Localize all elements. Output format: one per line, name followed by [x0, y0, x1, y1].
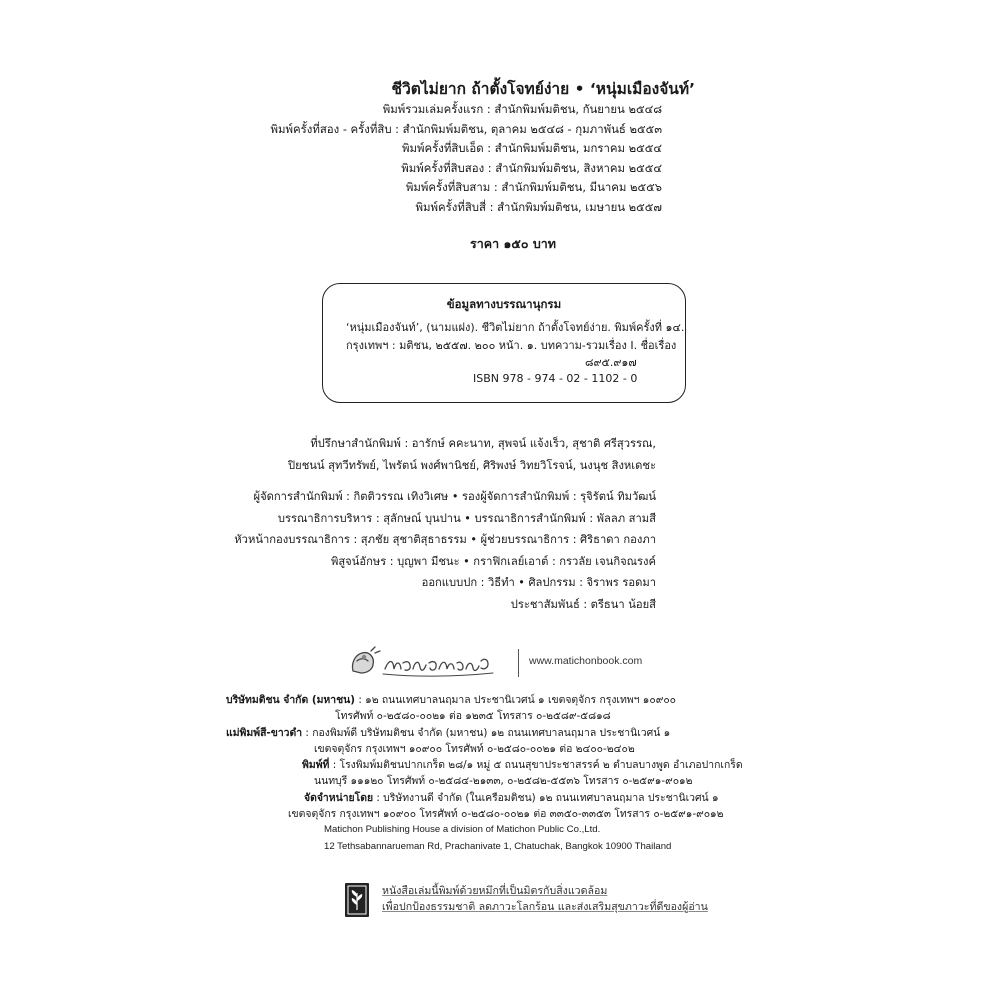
publisher-company-row — [226, 692, 706, 708]
eco-notice-line: เพื่อปกป้องธรรมชาติ ลดภาวะโลกร้อน และส่งเสริมสุขภาวะที่ดีของผู้อ่าน — [382, 900, 708, 913]
logo-divider — [518, 649, 519, 677]
plate-maker-address: : กองพิมพ์ดี บริษัทมติชน จำกัด (มหาชน) ๑๒ ถนนเทศบาลนฤมาล ประชานิเวศน์ ๑ — [302, 726, 671, 739]
edition-label: พิมพ์ครั้งที่สอง - ครั้งที่สิบ : — [270, 121, 400, 136]
eco-ink-notice — [345, 883, 708, 933]
edition-row — [242, 120, 662, 140]
publisher-company-contact: โทรศัพท์ ๐-๒๕๘๐-๐๐๒๑ ต่อ ๑๒๓๕ โทรสาร ๐-๒๕๘๙-๕๘๑๘ — [335, 710, 611, 723]
cataloging-box — [322, 283, 686, 403]
publisher-english-address: 12 Tethsabannarueman Rd, Prachanivate 1, Chatuchak, Bangkok 10900 Thailand — [324, 840, 672, 852]
staff-line: หัวหน้ากองบรรณาธิการ : สุภชัย สุชาติสุธาธรรม • ผู้ช่วยบรรณาธิการ : ศิริธาดา กองภา — [234, 533, 656, 546]
staff-block — [210, 486, 656, 615]
distributor-contact: เขตจตุจักร กรุงเทพฯ ๑๐๙๐๐ โทรศัพท์ ๐-๒๕๘๐-๐๐๒๑ ต่อ ๓๓๕๐-๓๓๕๓ โทรสาร ๐-๒๕๙๑-๙๐๑๒ — [288, 808, 724, 821]
edition-value: สำนักพิมพ์มติชน, มีนาคม ๒๕๕๖ — [501, 180, 662, 195]
distributor-address: : บริษัทงานดี จำกัด (ในเครือมติชน) ๑๒ ถนนเทศบาลนฤมาล ประชานิเวศน์ ๑ — [373, 791, 719, 804]
website-url[interactable]: www.matichonbook.com — [529, 655, 643, 667]
isbn: ISBN 978 - 974 - 02 - 1102 - 0 — [473, 372, 638, 385]
staff-line: ผู้จัดการสำนักพิมพ์ : กิตติวรรณ เทิงวิเศษ • รองผู้จัดการสำนักพิมพ์ : รุจิรัตน์ ทิมวัฒน์ — [253, 490, 656, 503]
cataloging-title: ข้อมูลทางบรรณานุกรม — [446, 297, 562, 311]
edition-value: สำนักพิมพ์มติชน, สิงหาคม ๒๕๕๔ — [495, 160, 662, 175]
distributor-label: จัดจำหน่ายโดย — [304, 791, 374, 804]
printer-label: พิมพ์ที่ — [302, 759, 330, 772]
publisher-company-address: : ๑๒ ถนนเทศบาลนฤมาล ประชานิเวศน์ ๑ เขตจตุจักร กรุงเทพฯ ๑๐๙๐๐ — [355, 694, 677, 706]
staff-line: บรรณาธิการบริหาร : สุลักษณ์ บุนปาน • บรรณาธิการสำนักพิมพ์ : พัลลภ สามสี — [277, 511, 656, 525]
edition-row — [242, 178, 662, 198]
cataloging-line: กรุงเทพฯ : มติชน, ๒๕๕๗. ๒๐๐ หน้า. ๑. บทความ-รวมเรื่อง I. ชื่อเรื่อง — [346, 339, 677, 352]
edition-label: พิมพ์ครั้งที่สิบสี่ : — [415, 199, 494, 214]
edition-label: พิมพ์ครั้งที่สิบสอง : — [401, 160, 492, 175]
edition-value: สำนักพิมพ์มติชน, เมษายน ๒๕๕๗ — [497, 199, 662, 214]
advisors-line: ปิยชนน์ สุทวีทรัพย์, ไพรัตน์ พงศ์พานิชย์, ศิริพงษ์ วิทยวิโรจน์, นงนุช สิงหเดชะ — [288, 458, 656, 472]
plate-maker-contact: เขตจตุจักร กรุงเทพฯ ๑๐๙๐๐ โทรศัพท์ ๐-๒๕๘๐-๐๐๒๑ ต่อ ๒๔๐๐-๒๔๐๒ — [314, 742, 635, 755]
publisher-english-name: Matichon Publishing House a division of Matichon Public Co.,Ltd. — [324, 824, 601, 836]
edition-value: สำนักพิมพ์มติชน, กันยายน ๒๕๔๘ — [494, 102, 662, 116]
edition-row — [242, 159, 662, 179]
edition-value: สำนักพิมพ์มติชน, ตุลาคม ๒๕๔๘ - กุมภาพันธ์ ๒๕๕๓ — [402, 121, 662, 136]
distributor-row — [226, 790, 719, 806]
publisher-company-label: บริษัทมติชน จำกัด (มหาชน) — [226, 694, 356, 706]
printer-contact: นนทบุรี ๑๑๑๒๐ โทรศัพท์ ๐-๒๕๘๔-๒๑๓๓, ๐-๒๕๘๒-๕๕๓๖ โทรสาร ๐-๒๕๙๑-๙๐๑๒ — [314, 775, 693, 788]
advisors-line: ที่ปรึกษาสำนักพิมพ์ : อารักษ์ คคะนาท, สุพจน์ แจ้งเร็ว, สุชาติ ศรีสุวรรณ, — [310, 437, 656, 450]
printer-row — [226, 757, 743, 773]
edition-row — [242, 100, 662, 120]
cataloging-line: ‘หนุ่มเมืองจันท์’, (นามแฝง). ชีวิตไม่ยาก ถ้าตั้งโจทย์ง่าย. พิมพ์ครั้งที่ ๑๔. — [346, 321, 685, 334]
price: ราคา ๑๕๐ บาท — [470, 236, 557, 251]
edition-label: พิมพ์ครั้งที่สิบเอ็ด : — [402, 141, 492, 156]
edition-row — [242, 139, 662, 159]
advisors-block — [210, 433, 656, 476]
edition-row — [242, 198, 662, 218]
publisher-logo-block — [345, 641, 665, 683]
leaf-icon — [345, 883, 369, 917]
staff-line: ออกแบบปก : วิธีทำ • ศิลปกรรม : จิราพร รอดมา — [421, 576, 656, 589]
matichon-book-logo-icon — [345, 641, 505, 683]
edition-value: สำนักพิมพ์มติชน, มกราคม ๒๕๕๔ — [494, 141, 662, 156]
plate-maker-label: แม่พิมพ์สี-ขาวดำ — [226, 726, 303, 739]
cataloging-class-number: ๘๙๕.๙๑๗ — [585, 356, 637, 369]
staff-line: ประชาสัมพันธ์ : ตรีธนา น้อยสี — [510, 597, 656, 611]
edition-history — [242, 100, 662, 218]
edition-label: พิมพ์รวมเล่มครั้งแรก : — [382, 102, 491, 116]
publisher-info — [226, 692, 743, 855]
plate-maker-row — [226, 725, 706, 741]
edition-label: พิมพ์ครั้งที่สิบสาม : — [405, 180, 498, 195]
book-title: ชีวิตไม่ยาก ถ้าตั้งโจทย์ง่าย • ‘หนุ่มเมืองจันท์’ — [391, 80, 695, 98]
printer-address: : โรงพิมพ์มติชนปากเกร็ด ๒๘/๑ หมู่ ๕ ถนนสุขาประชาสรรค์ ๒ ตำบลบางพูด อำเภอปากเกร็ด — [329, 759, 743, 772]
staff-line: พิสูจน์อักษร : บุญพา มีชนะ • กราฟิกเลย์เอาต์ : กรวลัย เจนกิจณรงค์ — [330, 554, 656, 568]
eco-notice-line: หนังสือเล่มนี้พิมพ์ด้วยหมึกที่เป็นมิตรกับสิ่งแวดล้อม — [382, 885, 608, 897]
